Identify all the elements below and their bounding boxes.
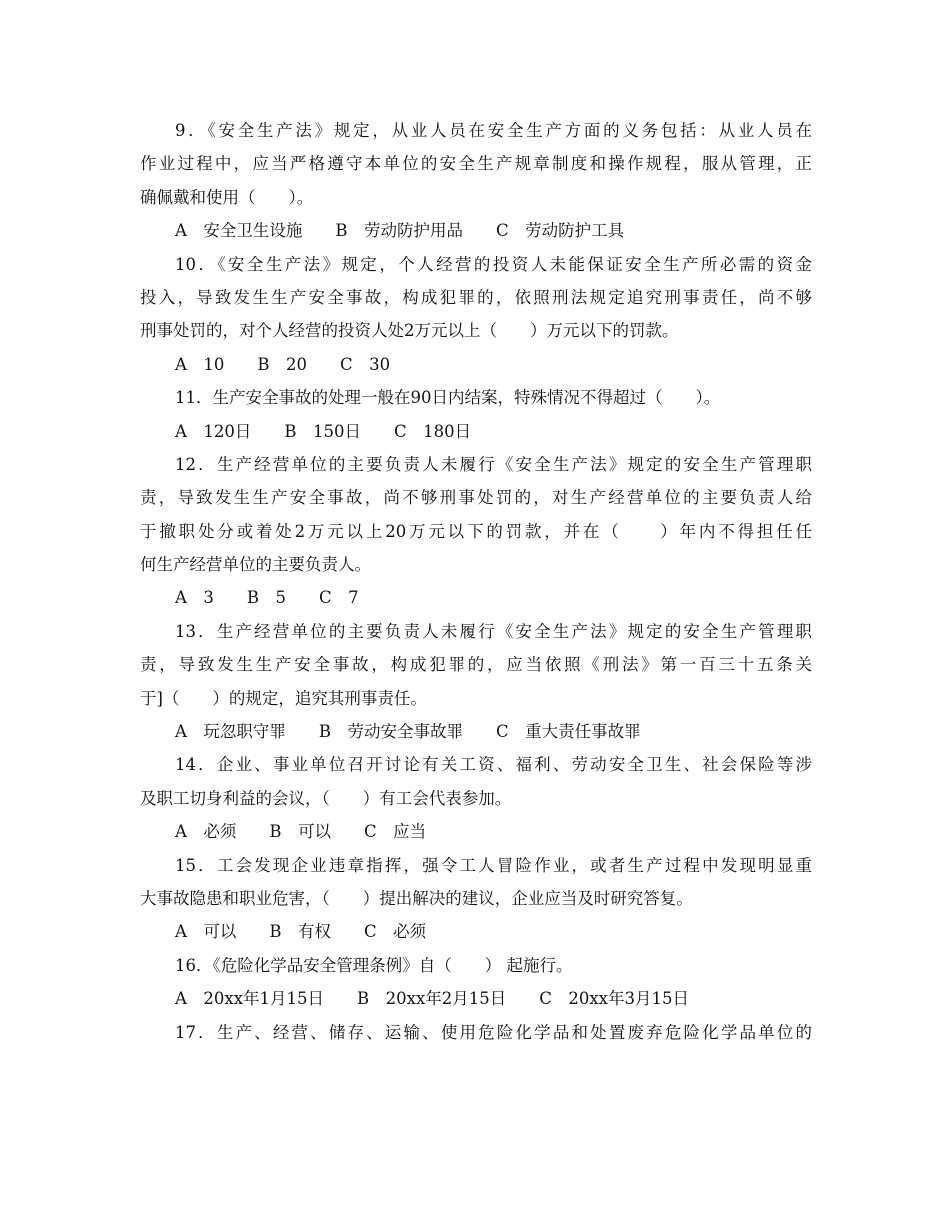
question-9-line-2: 作业过程中，应当严格遵守本单位的安全生产规章制度和操作规程，服从管理，正 [140,154,812,174]
question-12-line-4: 何生产经营单位的主要负责人。 [140,555,371,575]
question-12-line-3: 于撤职处分或着处2万元以上20万元以下的罚款，并在（ ）年内不得担任任 [140,521,812,541]
question-17-line-1: 17．生产、经营、储存、运输、使用危险化学品和处置废弃危险化学品单位的 [175,1022,812,1042]
question-12-options: A 3 B 5 C 7 [175,588,359,608]
question-13-line-3: 于]（ ）的规定，追究其刑事责任。 [140,688,427,708]
question-10-line-2: 投入，导致发生生产安全事故，构成犯罪的，依照刑法规定追究刑事责任，尚不够 [140,287,812,307]
question-10-options: A 10 B 20 C 30 [175,354,391,374]
question-14-line-2: 及职工切身利益的会议，（ ）有工会代表参加。 [140,788,512,808]
question-9-line-3: 确佩戴和使用（ ）。 [140,187,314,207]
question-11-options: A 120日 B 150日 C 180日 [175,421,472,441]
question-13-line-2: 责，导致发生生产安全事故，构成犯罪的，应当依照《刑法》第一百三十五条关 [140,655,812,675]
question-15-line-2: 大事故隐患和职业危害，（ ）提出解决的建议，企业应当及时研究答复。 [140,888,693,908]
question-12-line-1: 12．生产经营单位的主要负责人未履行《安全生产法》规定的安全生产管理职 [175,454,812,474]
question-15-options: A 可以 B 有权 C 必须 [175,922,427,942]
question-10-line-3: 刑事处罚的，对个人经营的投资人处2万元以上（ ）万元以下的罚款。 [140,321,679,341]
question-13-options: A 玩忽职守罪 B 劳动安全事故罪 C 重大责任事故罪 [175,722,641,742]
question-9-line-1: 9．《安全生产法》规定，从业人员在安全生产方面的义务包括：从业人员在 [175,121,812,140]
question-11-line-1: 11．生产安全事故的处理一般在90日内结案，特殊情况不得超过（ ）。 [175,388,721,408]
question-13-line-1: 13．生产经营单位的主要负责人未履行《安全生产法》规定的安全生产管理职 [175,621,812,641]
question-14-options: A 必须 B 可以 C 应当 [175,822,427,842]
question-16-line-1: 16．《危险化学品安全管理条例》自（ ） 起施行。 [175,955,573,975]
question-10-line-1: 10．《安全生产法》规定，个人经营的投资人未能保证安全生产所必需的资金 [175,254,812,274]
question-12-line-2: 责，导致发生生产安全事故，尚不够刑事处罚的，对生产经营单位的主要负责人给 [140,488,812,508]
question-15-line-1: 15．工会发现企业违章指挥，强令工人冒险作业，或者生产过程中发现明显重 [175,855,812,875]
question-14-line-1: 14．企业、事业单位召开讨论有关工资、福利、劳动安全卫生、社会保险等涉 [175,755,812,775]
document-body [140,114,812,1049]
question-16-options: A 20xx年1月15日 B 20xx年2月15日 C 20xx年3月15日 [175,989,689,1009]
question-9-options: A 安全卫生设施 B 劳动防护用品 C 劳动防护工具 [175,221,625,241]
